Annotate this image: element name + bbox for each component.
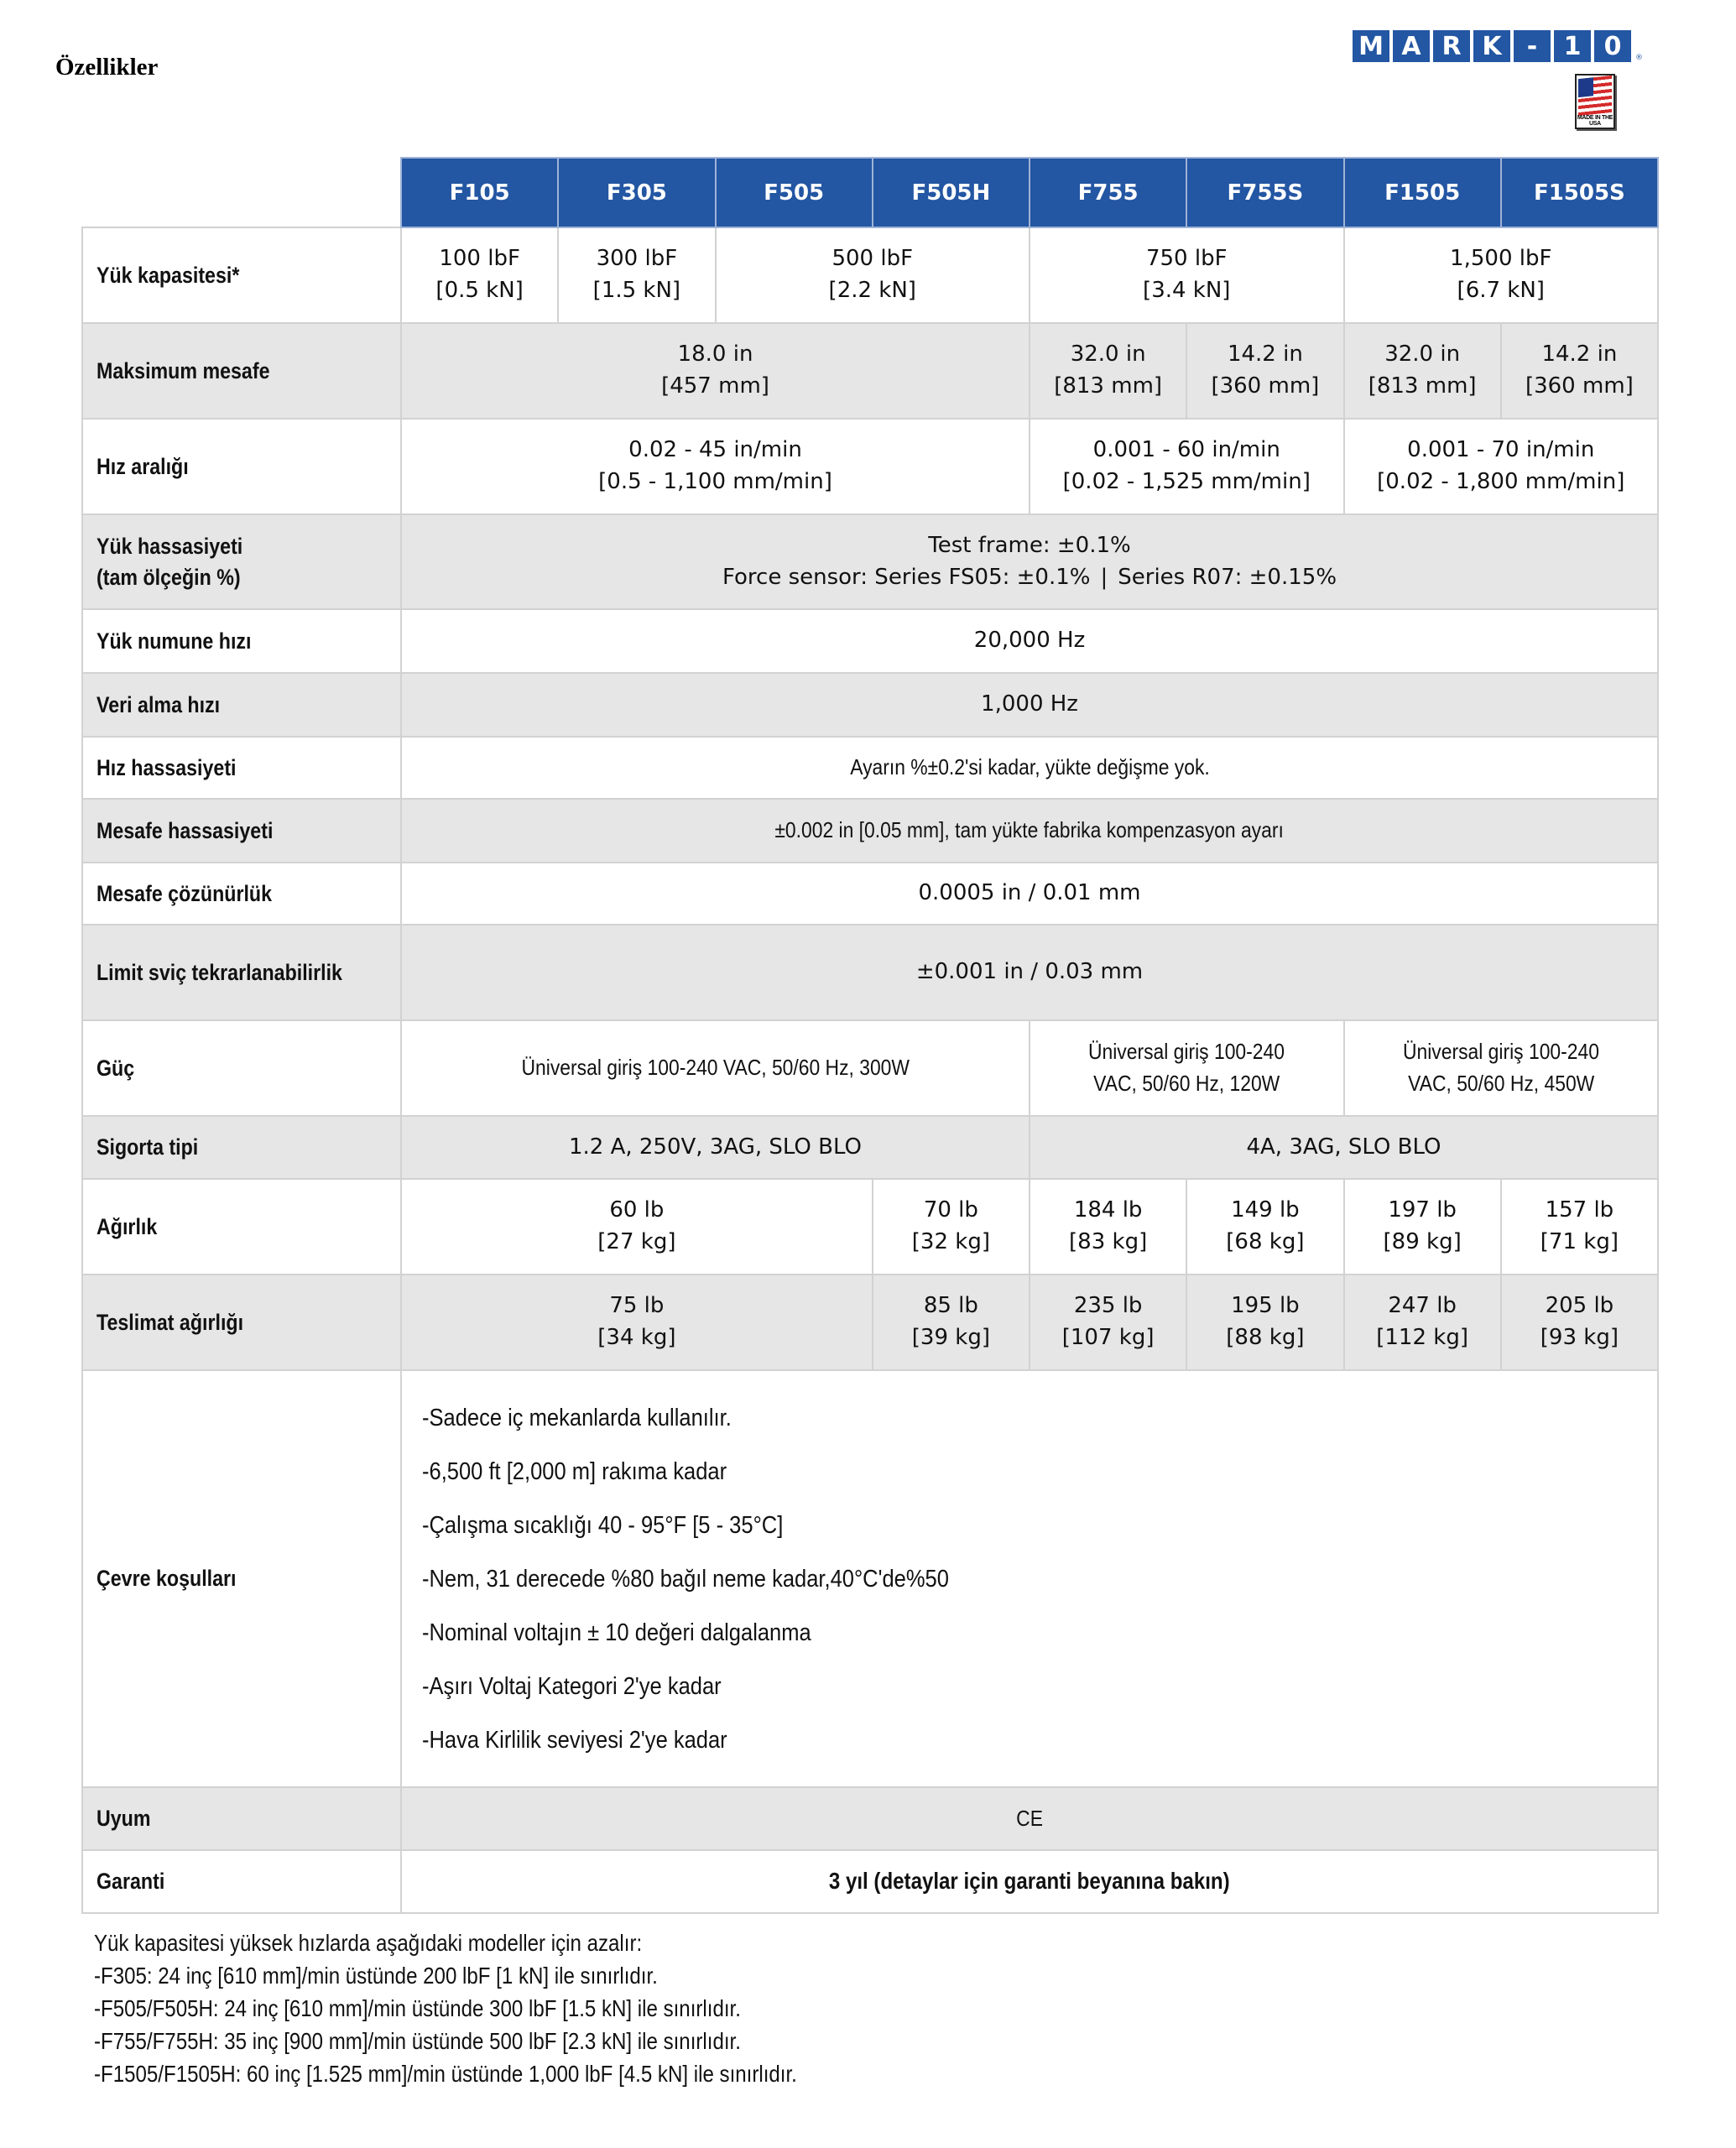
row-limit-repeatability [82, 925, 1658, 1020]
row-load-accuracy [82, 514, 1658, 609]
us-flag-icon [1578, 76, 1612, 116]
row-compliance [82, 1787, 1658, 1850]
row-label: Güç [82, 1020, 401, 1116]
page-title: Özellikler [55, 54, 159, 81]
row-capacity [82, 227, 1658, 323]
row-label: Yük hassasiyeti (tam ölçeğin %) [82, 514, 401, 609]
spec-cell: Üniversal giriş 100-240VAC, 50/60 Hz, 450W [1344, 1020, 1659, 1116]
spec-cell: 197 lb [89 kg] [1344, 1179, 1501, 1275]
list-item: -Hava Kirlilik seviyesi 2'ye kadar [422, 1726, 727, 1754]
logo-letter: R [1433, 30, 1470, 62]
spec-cell: 60 lb [27 kg] [401, 1179, 873, 1275]
spec-cell: 4A, 3AG, SLO BLO [1030, 1116, 1658, 1179]
row-label: Yük kapasitesi* [82, 227, 401, 323]
registered-mark: ® [1635, 54, 1643, 62]
logo-letter: A [1393, 30, 1430, 62]
row-label: Mesafe çözünürlük [82, 863, 401, 925]
row-max-travel [82, 323, 1658, 419]
model-header: F755S [1186, 158, 1343, 227]
footnote [94, 1926, 911, 2090]
row-label: Uyum [82, 1787, 401, 1850]
row-speed-accuracy [82, 737, 1658, 799]
row-label: Veri alma hızı [82, 673, 401, 737]
spec-cell: CE [401, 1787, 1658, 1850]
made-in-usa-text: MADE IN THE USA [1577, 115, 1613, 127]
row-environment [82, 1370, 1658, 1787]
spec-cell: 70 lb [32 kg] [873, 1179, 1030, 1275]
spec-cell: 0.02 - 45 in/min [0.5 - 1,100 mm/min] [401, 419, 1030, 514]
spec-cell: 20,000 Hz [401, 609, 1658, 673]
spec-cell: 85 lb [39 kg] [873, 1275, 1030, 1370]
row-sample-rate [82, 609, 1658, 673]
row-label: Ağırlık [82, 1179, 401, 1275]
row-label: Mesafe hassasiyeti [82, 799, 401, 863]
list-item: -Aşırı Voltaj Kategori 2'ye kadar [422, 1672, 722, 1700]
row-label: Yük numune hızı [82, 609, 401, 673]
model-header: F755 [1030, 158, 1186, 227]
spec-cell: 300 lbF [1.5 kN] [558, 227, 715, 323]
logo-letter: K [1473, 30, 1510, 62]
spec-cell: Üniversal giriş 100-240 VAC, 50/60 Hz, 300W [401, 1020, 1030, 1116]
row-label: Garanti [82, 1850, 401, 1913]
footnote-line: -F1505/F1505H: 60 inç [1.525 mm]/min üstünde 1,000 lbF [4.5 kN] ile sınırlıdır. [94, 2061, 797, 2087]
spec-cell: 1.2 A, 250V, 3AG, SLO BLO [401, 1116, 1030, 1179]
row-weight [82, 1179, 1658, 1275]
row-travel-accuracy [82, 799, 1658, 863]
spec-cell: 235 lb [107 kg] [1030, 1275, 1186, 1370]
model-header: F1505S [1501, 158, 1658, 227]
spec-cell: 205 lb [93 kg] [1501, 1275, 1658, 1370]
footnote-line: -F755/F755H: 35 inç [900 mm]/min üstünde 500 lbF [2.3 kN] ile sınırlıdır. [94, 2028, 741, 2054]
row-label: Limit sviç tekrarlanabilirlik [82, 925, 401, 1020]
logo-letter: - [1514, 30, 1551, 62]
model-header: F505 [716, 158, 873, 227]
spec-cell: 100 lbF [0.5 kN] [401, 227, 558, 323]
spec-cell: ±0.001 in / 0.03 mm [401, 925, 1658, 1020]
spec-cell: 1,000 Hz [401, 673, 1658, 737]
row-label: Sigorta tipi [82, 1116, 401, 1179]
row-label: Teslimat ağırlığı [82, 1275, 401, 1370]
row-warranty [82, 1850, 1658, 1913]
logo-letter: M [1353, 30, 1389, 62]
spec-cell: 18.0 in [457 mm] [401, 323, 1030, 419]
spec-cell: 14.2 in [360 mm] [1186, 323, 1343, 419]
specifications-table [81, 157, 1659, 1914]
list-item: -6,500 ft [2,000 m] rakıma kadar [422, 1457, 727, 1485]
spec-cell: 1,500 lbF [6.7 kN] [1344, 227, 1659, 323]
row-speed-range [82, 419, 1658, 514]
model-header: F1505 [1344, 158, 1501, 227]
row-label: Hız aralığı [82, 419, 401, 514]
model-header: F505H [873, 158, 1030, 227]
spec-cell: 750 lbF [3.4 kN] [1030, 227, 1344, 323]
header-corner [82, 158, 401, 227]
list-item: -Nominal voltajın ± 10 değeri dalgalanma [422, 1619, 811, 1646]
spec-cell: ±0.002 in [0.05 mm], tam yükte fabrika kompenzasyon ayarı [401, 799, 1658, 863]
spec-cell: Üniversal giriş 100-240VAC, 50/60 Hz, 120W [1030, 1020, 1344, 1116]
footnote-line: Yük kapasitesi yüksek hızlarda aşağıdaki modeller için azalır: [94, 1930, 643, 1956]
row-label: Çevre koşulları [82, 1370, 401, 1787]
row-power [82, 1020, 1658, 1116]
spec-cell: 149 lb [68 kg] [1186, 1179, 1343, 1275]
spec-cell: 157 lb [71 kg] [1501, 1179, 1658, 1275]
spec-cell: 75 lb [34 kg] [401, 1275, 873, 1370]
environment-list [401, 1370, 1658, 1787]
spec-cell: 32.0 in [813 mm] [1030, 323, 1186, 419]
spec-cell: 0.001 - 60 in/min [0.02 - 1,525 mm/min] [1030, 419, 1344, 514]
row-travel-resolution [82, 863, 1658, 925]
list-item: -Çalışma sıcaklığı 40 - 95°F [5 - 35°C] [422, 1511, 784, 1539]
list-item: -Nem, 31 derecede %80 bağıl neme kadar,40°C'de%50 [422, 1565, 949, 1593]
spec-cell: 0.0005 in / 0.01 mm [401, 863, 1658, 925]
made-in-usa-badge [1575, 74, 1615, 129]
row-label: Maksimum mesafe [82, 323, 401, 419]
header-row [82, 158, 1658, 227]
spec-cell: Test frame: ±0.1% Force sensor: Series FS05: ±0.1% | Series R07: ±0.15% [401, 514, 1658, 609]
logo-letter: 0 [1594, 30, 1631, 62]
row-shipping-weight [82, 1275, 1658, 1370]
spec-cell: 184 lb [83 kg] [1030, 1179, 1186, 1275]
model-header: F305 [558, 158, 715, 227]
spec-cell: 500 lbF [2.2 kN] [716, 227, 1030, 323]
spec-cell: 14.2 in [360 mm] [1501, 323, 1658, 419]
list-item: -Sadece iç mekanlarda kullanılır. [422, 1404, 732, 1431]
row-data-rate [82, 673, 1658, 737]
spec-cell: 247 lb [112 kg] [1344, 1275, 1501, 1370]
spec-cell: 3 yıl (detaylar için garanti beyanına bakın) [401, 1850, 1658, 1913]
footnote-line: -F305: 24 inç [610 mm]/min üstünde 200 lbF [1 kN] ile sınırlıdır. [94, 1963, 658, 1989]
row-label: Hız hassasiyeti [82, 737, 401, 799]
mark-10-logo [1353, 30, 1643, 62]
model-header: F105 [401, 158, 558, 227]
footnote-line: -F505/F505H: 24 inç [610 mm]/min üstünde 300 lbF [1.5 kN] ile sınırlıdır. [94, 1995, 741, 2021]
spec-cell: 0.001 - 70 in/min [0.02 - 1,800 mm/min] [1344, 419, 1659, 514]
spec-cell: 32.0 in [813 mm] [1344, 323, 1501, 419]
logo-letter: 1 [1554, 30, 1591, 62]
spec-cell: Ayarın %±0.2'si kadar, yükte değişme yok. [401, 737, 1658, 799]
row-fuse [82, 1116, 1658, 1179]
spec-cell: 195 lb [88 kg] [1186, 1275, 1343, 1370]
